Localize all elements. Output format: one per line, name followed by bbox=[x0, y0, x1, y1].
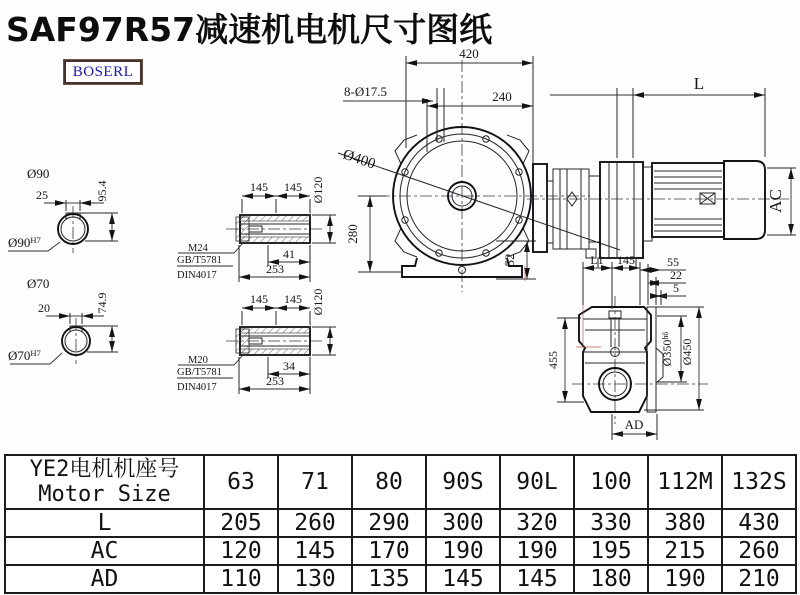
shaft70-keyway-depth: 74.9 bbox=[95, 292, 109, 314]
end-plug bbox=[236, 329, 249, 353]
table-cell: 320 bbox=[500, 509, 574, 537]
dim-145-left: 145 bbox=[250, 292, 268, 306]
thread-label: M20 bbox=[188, 355, 208, 366]
table-row-AD bbox=[5, 565, 796, 593]
page-title: SAF97R57减速机电机尺寸图纸 bbox=[6, 10, 493, 49]
motor-dimension-table bbox=[4, 454, 797, 594]
table-cell: 260 bbox=[278, 509, 352, 537]
dim-145-right: 145 bbox=[284, 180, 302, 194]
table-cell: 290 bbox=[352, 509, 426, 537]
dim-55: 55 bbox=[667, 255, 679, 269]
std-din-label: DIN4017 bbox=[177, 270, 217, 281]
shaft90-bore-tol: H7 bbox=[30, 235, 41, 245]
dim-5: 5 bbox=[673, 281, 679, 295]
table-row-AC bbox=[5, 537, 796, 565]
table-cell: 190 bbox=[500, 537, 574, 565]
col-header: 132S bbox=[722, 455, 796, 509]
std-din-label: DIN4017 bbox=[177, 382, 217, 393]
row-label: AC bbox=[5, 537, 204, 565]
dim-455: 455 bbox=[546, 351, 560, 369]
hollow-shaft-m20 bbox=[177, 289, 336, 394]
shaft-section-70 bbox=[8, 276, 118, 364]
dim-L1: L1 bbox=[590, 253, 604, 267]
table-cell: 330 bbox=[574, 509, 648, 537]
shaft90-keyway-width: 25 bbox=[36, 188, 48, 202]
col-header: 63 bbox=[204, 455, 278, 509]
shaft90-keyway-depth: 95.4 bbox=[95, 180, 109, 202]
bolt-holes-label: 8-Ø17.5 bbox=[344, 84, 387, 99]
dim-total-length: 253 bbox=[266, 262, 284, 276]
table-cell: 195 bbox=[574, 537, 648, 565]
rear-flange-diameter-label: Ø450 bbox=[680, 338, 694, 366]
table-cell: 130 bbox=[278, 565, 352, 593]
dim-total-length: 253 bbox=[266, 374, 284, 388]
dim-145-right: 145 bbox=[284, 292, 302, 306]
dim-240: 240 bbox=[492, 89, 512, 104]
table-row-L bbox=[5, 509, 796, 537]
dim-AD: AD bbox=[624, 417, 644, 432]
table-cell: 260 bbox=[722, 537, 796, 565]
dim-52: 52 bbox=[502, 253, 517, 267]
table-cell: 215 bbox=[648, 537, 722, 565]
dim-thread-depth: 34 bbox=[283, 359, 295, 373]
table-cell: 135 bbox=[352, 565, 426, 593]
spigot-diameter-label bbox=[660, 332, 674, 367]
table-cell: 120 bbox=[204, 537, 278, 565]
brand-logo-text: BOSERL bbox=[72, 63, 134, 80]
spigot-dia: Ø350 bbox=[660, 339, 674, 367]
col-header: 80 bbox=[352, 455, 426, 509]
dim-145-left: 145 bbox=[250, 180, 268, 194]
thread-label: M24 bbox=[188, 243, 208, 254]
shaft70-keyway-width: 20 bbox=[38, 301, 50, 315]
table-cell: 300 bbox=[426, 509, 500, 537]
end-plug bbox=[236, 217, 249, 241]
shaft90-bore-label bbox=[8, 235, 41, 250]
spigot-tol: h6 bbox=[661, 331, 670, 340]
fan-cover bbox=[724, 161, 765, 239]
std-gb-label: GB/T5781 bbox=[177, 367, 222, 378]
rear-view bbox=[525, 253, 708, 440]
shaft70-bore-tol: H7 bbox=[30, 348, 41, 358]
col-header: 71 bbox=[278, 455, 352, 509]
table-header-motor-size bbox=[5, 455, 204, 509]
table-cell: 170 bbox=[352, 537, 426, 565]
std-gb-label: GB/T5781 bbox=[177, 255, 222, 266]
table-cell: 190 bbox=[426, 537, 500, 565]
side-view bbox=[527, 74, 796, 268]
table-cell: 145 bbox=[500, 565, 574, 593]
input-bell-housing bbox=[600, 162, 643, 258]
dim-thread-depth: 41 bbox=[283, 247, 295, 261]
shaft70-bore-label bbox=[8, 348, 41, 363]
dim-dia-120: Ø120 bbox=[311, 176, 325, 204]
header-cn: YE2电机机座号 bbox=[29, 457, 180, 482]
flange-diameter-label: Ø400 bbox=[340, 146, 378, 173]
table-cell: 180 bbox=[574, 565, 648, 593]
table-header-row bbox=[5, 455, 796, 509]
flange-edge bbox=[533, 164, 547, 252]
motor-length-label: L bbox=[693, 74, 705, 93]
table-cell: 210 bbox=[722, 565, 796, 593]
shaft70-dia-label: Ø70 bbox=[27, 276, 50, 291]
shaft90-bore: Ø90 bbox=[8, 235, 31, 250]
motor-body bbox=[652, 163, 724, 237]
table-cell: 380 bbox=[648, 509, 722, 537]
table-cell: 145 bbox=[278, 537, 352, 565]
col-header: 90S bbox=[426, 455, 500, 509]
dim-22: 22 bbox=[670, 268, 682, 282]
table-cell: 430 bbox=[722, 509, 796, 537]
table-cell: 145 bbox=[426, 565, 500, 593]
motor-height-label: AC bbox=[766, 189, 785, 213]
table-cell: 110 bbox=[204, 565, 278, 593]
brand-logo bbox=[64, 60, 142, 84]
row-label: L bbox=[5, 509, 204, 537]
shaft-section-90 bbox=[8, 166, 118, 253]
dim-280: 280 bbox=[345, 224, 360, 244]
col-header: 90L bbox=[500, 455, 574, 509]
shaft90-dia-label: Ø90 bbox=[27, 166, 50, 181]
dim-420: 420 bbox=[459, 46, 479, 61]
col-header: 100 bbox=[574, 455, 648, 509]
col-header: 112M bbox=[648, 455, 722, 509]
table-cell: 190 bbox=[648, 565, 722, 593]
header-en: Motor Size bbox=[38, 482, 171, 507]
hollow-shaft-m24 bbox=[177, 177, 336, 282]
row-label: AD bbox=[5, 565, 204, 593]
table-cell: 205 bbox=[204, 509, 278, 537]
shaft70-bore: Ø70 bbox=[8, 348, 31, 363]
dim-dia-120: Ø120 bbox=[311, 288, 325, 316]
motor-flange bbox=[643, 167, 652, 241]
dim-145: 145 bbox=[617, 253, 635, 267]
